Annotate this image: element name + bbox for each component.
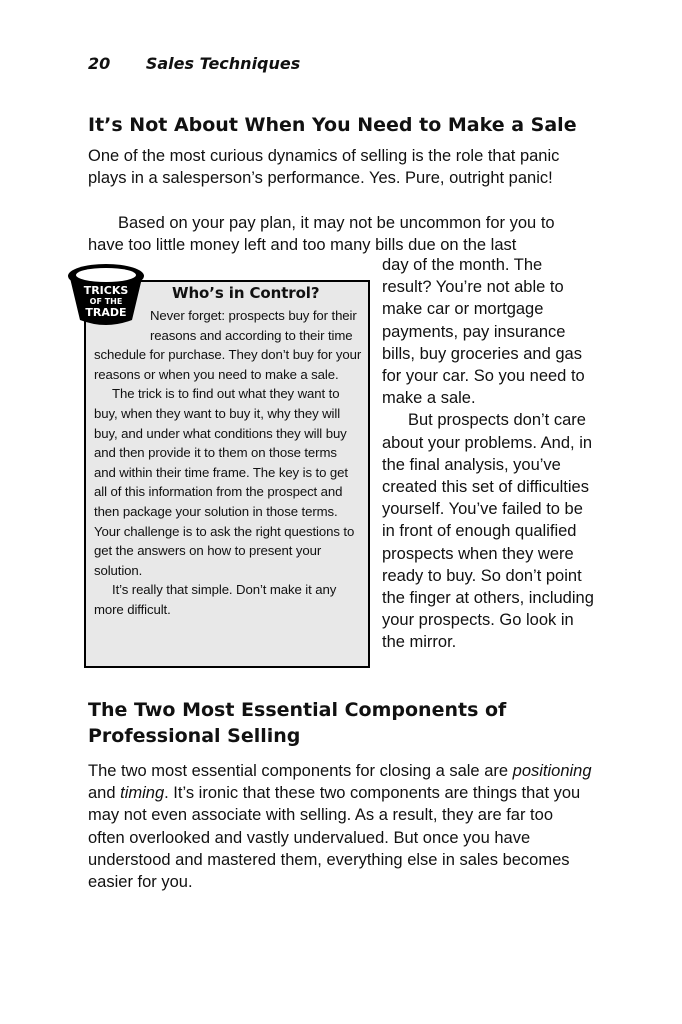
sidebar-paragraph-2: The trick is to find out what they want to buy, when they want to buy it, why they will buy, and under what conditions they will buy and then provide it to them on those terms and within their time frame. The key is to get all of this information from the prospect and then package your solution in those terms. Your challenge is to ask the right questions to get the answers on how to present your solution.	[94, 386, 355, 578]
sidebar-title: Who’s in Control?	[172, 284, 320, 302]
running-title: Sales Techniques	[145, 54, 301, 73]
paragraph-2-lead-text: Based on your pay plan, it may not be uncommon for you to have too little money left and too many bills due on the last	[88, 214, 555, 255]
right-column-text	[382, 254, 594, 654]
badge-line-2: OF THE	[89, 297, 123, 306]
section1-paragraph-1: One of the most curious dynamics of selling is the role that panic plays in a salesperson’s performance. Yes. Pure, outright panic!	[88, 147, 560, 188]
page-number: 20	[88, 54, 111, 73]
section2-text-end: . It’s ironic that these two components are things that you may not even associate with selling. As a result, they are far too often overlooked and vastly undervalued. But once you have understood and mastered them, everything else in sales becomes easier for you.	[88, 784, 581, 892]
section2-text-start: The two most essential components for closing a sale are	[88, 762, 513, 780]
tricks-of-the-trade-icon	[66, 262, 146, 328]
section-heading-1: It’s Not About When You Need to Make a Sale	[88, 114, 577, 136]
term-positioning: positioning	[512, 762, 592, 780]
sidebar-paragraph-1: Never forget: prospects buy for their reasons and according to their time schedule for purchase. They don’t buy for your reasons or when you need to make a sale.	[94, 308, 362, 382]
sidebar-paragraph-3: It’s really that simple. Don’t make it any more difficult.	[94, 582, 337, 617]
section2-paragraph	[88, 760, 594, 893]
section1-paragraph-3: But prospects don’t care about your problems. And, in the final analysis, you’ve created this set of difficulties yourself. You’ve failed to be in front of enough qualified prospects when they were ready to buy. So don’t point the finger at others, including your prospects. Go look in the mirror.	[382, 411, 594, 652]
badge-line-1: TRICKS	[83, 284, 129, 297]
heading-2-line-1: The Two Most Essential Components of	[88, 699, 507, 721]
running-header	[88, 54, 300, 73]
term-timing: timing	[120, 784, 165, 803]
sidebar-content	[94, 280, 362, 620]
heading-2-line-2: Professional Selling	[88, 725, 301, 747]
section2-text-mid: and	[88, 784, 121, 803]
badge-line-3: TRADE	[85, 306, 127, 319]
section1-paragraph-2-lead	[88, 212, 594, 256]
section-heading-2	[88, 697, 506, 749]
section1-paragraph-2-rest: day of the month. The result? You’re not able to make car or mortgage payments, pay insurance bills, buy groceries and gas for your car. So you need to make a sale.	[382, 256, 585, 408]
